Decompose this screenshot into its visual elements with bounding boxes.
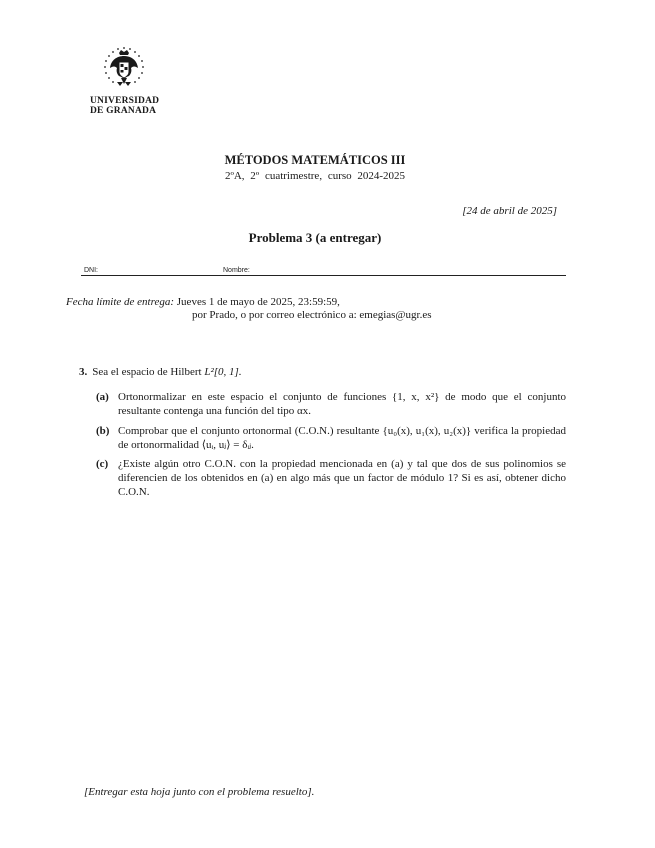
part-label: (b): [96, 425, 110, 437]
footer-note: [Entregar esta hoja junto con el problema resuelto].: [84, 786, 315, 798]
university-name-line1: UNIVERSIDAD: [90, 96, 160, 106]
deadline-label: Fecha límite de entrega:: [66, 296, 175, 308]
university-seal-icon: [97, 44, 151, 94]
part-text: ¿Existe algún otro C.O.N. con la propiedad mencionada en (a) y tal que dos de sus polinomios se diferencien de los obtenidos en (a) en algo más que un factor de módulo 1? Si es así, obtener dicho C.O.N.: [118, 458, 566, 498]
university-name: [90, 96, 162, 116]
deadline-line2: por Prado, o por correo electrónico a: emegias@ugr.es: [192, 309, 432, 321]
exercise-intro-text: Sea el espacio de Hilbert: [92, 366, 205, 378]
problem-title: Problema 3 (a entregar): [248, 230, 382, 245]
part-label: (c): [96, 458, 109, 470]
name-label: Nombre:: [223, 267, 250, 274]
part-math: {u₀(x), u₁(x), u₂(x)}: [382, 425, 472, 437]
exercise-number: 3.: [79, 366, 88, 378]
part-math: {1, x, x²}: [392, 391, 440, 403]
form-rule-line: [81, 275, 566, 276]
exercise-part-a: [96, 390, 566, 418]
part-text-post: verifica la propiedad de ortonormalidad ⟨uᵢ, uⱼ⟩ = δᵢⱼ.: [118, 425, 566, 451]
university-name-line2: DE GRANADA: [90, 106, 157, 116]
part-text: Comprobar que el conjunto ortonormal (C.O.N.) resultante: [118, 425, 383, 437]
dni-label: DNI:: [84, 267, 98, 274]
deadline-date: Jueves 1 de mayo de 2025, 23:59:59,: [176, 296, 340, 308]
exercise-intro-math: L²[0, 1].: [204, 366, 242, 378]
course-subtitle: 2ºA, 2º cuatrimestre, curso 2024-2025: [224, 170, 406, 182]
exercise-part-b: [96, 424, 566, 452]
university-logo: [86, 44, 162, 116]
exercise-intro: [79, 366, 242, 378]
part-text-post: de modo que el conjunto resultante contenga una función del tipo αx.: [118, 391, 566, 417]
exercise-part-c: [96, 457, 566, 499]
course-title: MÉTODOS MATEMÁTICOS III: [224, 153, 406, 167]
part-text: Ortonormalizar en este espacio el conjunto de funciones: [118, 391, 392, 403]
document-date: [24 de abril de 2025]: [462, 205, 557, 217]
part-label: (a): [96, 391, 109, 403]
deadline-line1: [66, 295, 340, 309]
